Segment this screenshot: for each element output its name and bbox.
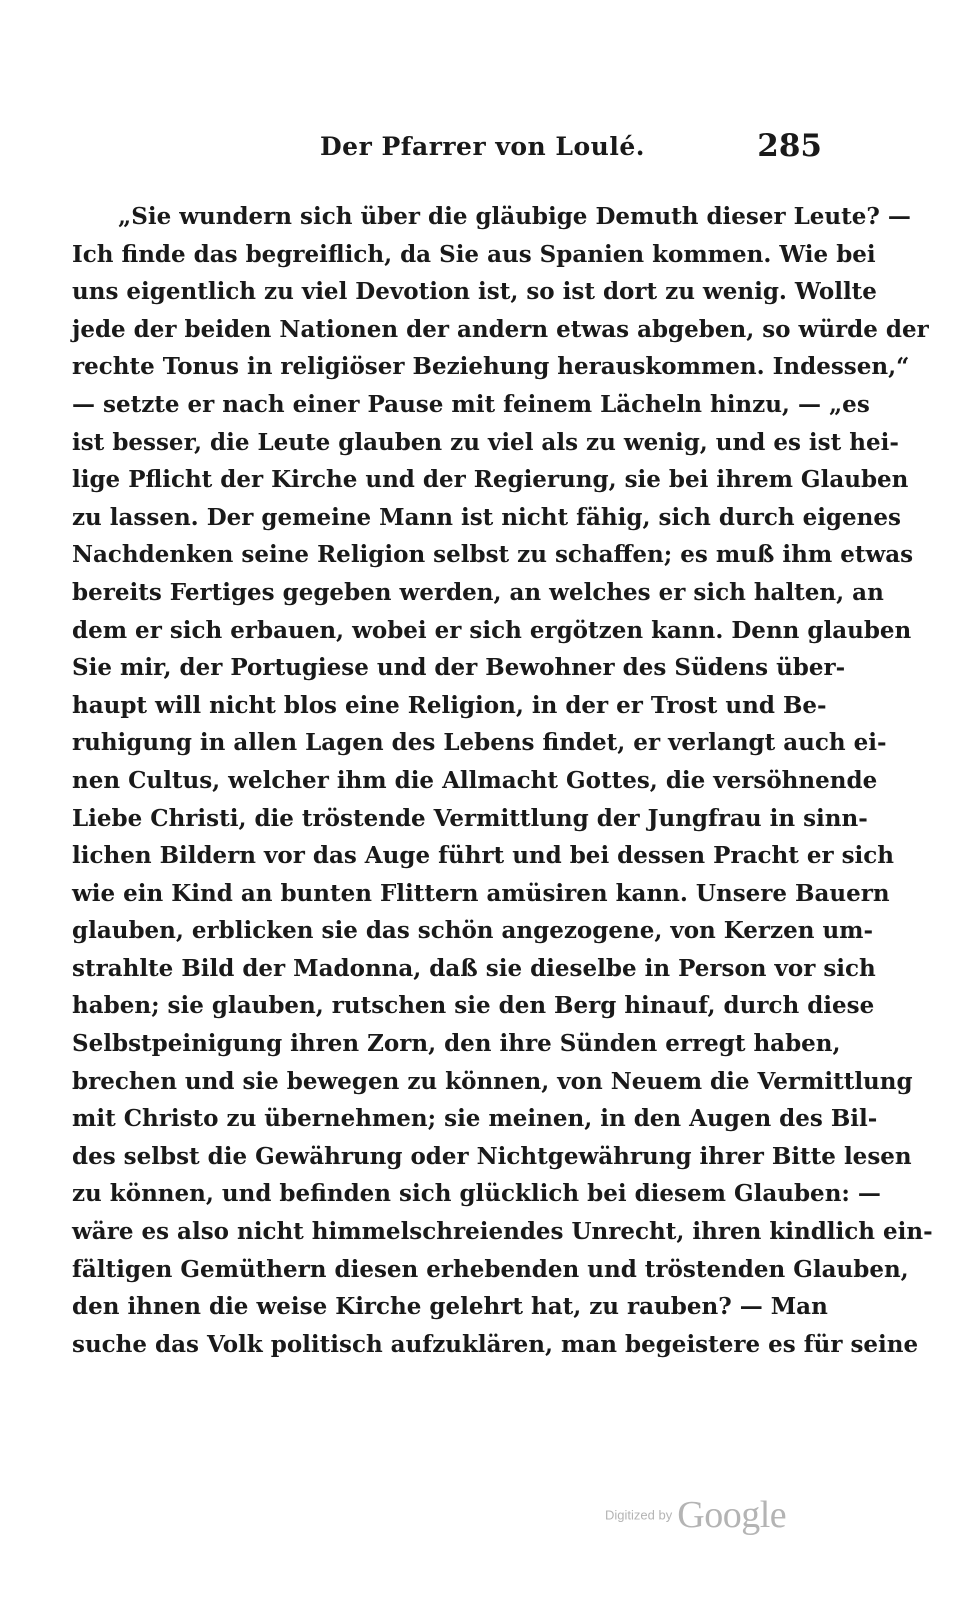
text-line: „Sie wundern sich über die gläubige Demuth dieser Leute? — [118,203,911,230]
running-header [72,128,824,168]
text-line: Sie mir, der Portugiese und der Bewohner des Südens über- [72,654,846,682]
text-line: rechte Tonus in religiöser Beziehung herauskommen. Indessen,“ [72,353,910,381]
text-line: jede der beiden Nationen der andern etwas abgeben, so würde der [72,315,929,343]
text-line: ist besser, die Leute glauben zu viel als zu wenig, und es ist hei- [72,428,899,456]
text-line: haben; sie glauben, rutschen sie den Berg hinauf, durch diese [72,992,875,1020]
text-line: fältigen Gemüthern diesen erhebenden und tröstenden Glauben, [72,1255,909,1283]
text-line: Liebe Christi, die tröstende Vermittlung der Jungfrau in sinn- [72,804,868,832]
text-line: Ich finde das begreiflich, da Sie aus Spanien kommen. Wie bei [72,240,876,268]
text-line: ruhigung in allen Lagen des Lebens findet, er verlangt auch ei- [72,729,887,757]
page-number: 285 [757,128,822,164]
text-line: Selbstpeinigung ihren Zorn, den ihre Sünden erregt haben, [72,1030,841,1058]
digitized-by-google-watermark [605,1493,865,1543]
text-line: dem er sich erbauen, wobei er sich ergötzen kann. Denn glauben [72,616,912,644]
running-title: Der Pfarrer von Loulé. [320,132,645,161]
text-line: wie ein Kind an bunten Flittern amüsiren kann. Unsere Bauern [72,879,890,907]
watermark-caption: Digitized by [605,1507,673,1523]
text-line: zu können, und befinden sich glücklich bei diesem Glauben: — [72,1180,881,1208]
text-line: haupt will nicht blos eine Religion, in der er Trost und Be- [72,691,827,719]
text-line: lichen Bildern vor das Auge führt und bei dessen Pracht er sich [72,842,895,870]
text-line: mit Christo zu übernehmen; sie meinen, in den Augen des Bil- [72,1105,878,1133]
text-line: strahlte Bild der Madonna, daß sie dieselbe in Person vor sich [72,954,876,982]
text-line: glauben, erblicken sie das schön angezogene, von Kerzen um- [72,917,874,945]
text-line: zu lassen. Der gemeine Mann ist nicht fähig, sich durch eigenes [72,503,901,531]
google-logo: Google [677,1494,787,1536]
text-line: nen Cultus, welcher ihm die Allmacht Gottes, die versöhnende [72,766,878,794]
body-text [72,198,933,1363]
text-line: wäre es also nicht himmelschreiendes Unrecht, ihren kindlich ein- [72,1218,933,1246]
text-line: suche das Volk politisch aufzuklären, man begeistere es für seine [72,1330,919,1358]
text-line: uns eigentlich zu viel Devotion ist, so ist dort zu wenig. Wollte [72,278,877,306]
text-line: Nachdenken seine Religion selbst zu schaffen; es muß ihm etwas [72,541,914,569]
text-line: bereits Fertiges gegeben werden, an welches er sich halten, an [72,578,884,606]
text-line: lige Pflicht der Kirche und der Regierung, sie bei ihrem Glauben [72,466,909,494]
text-line: — setzte er nach einer Pause mit feinem Lächeln hinzu, — „es [72,390,870,418]
text-line: den ihnen die weise Kirche gelehrt hat, zu rauben? — Man [72,1293,828,1321]
text-line: des selbst die Gewährung oder Nichtgewährung ihrer Bitte lesen [72,1142,912,1170]
text-line: brechen und sie bewegen zu können, von Neuem die Vermittlung [72,1067,913,1095]
